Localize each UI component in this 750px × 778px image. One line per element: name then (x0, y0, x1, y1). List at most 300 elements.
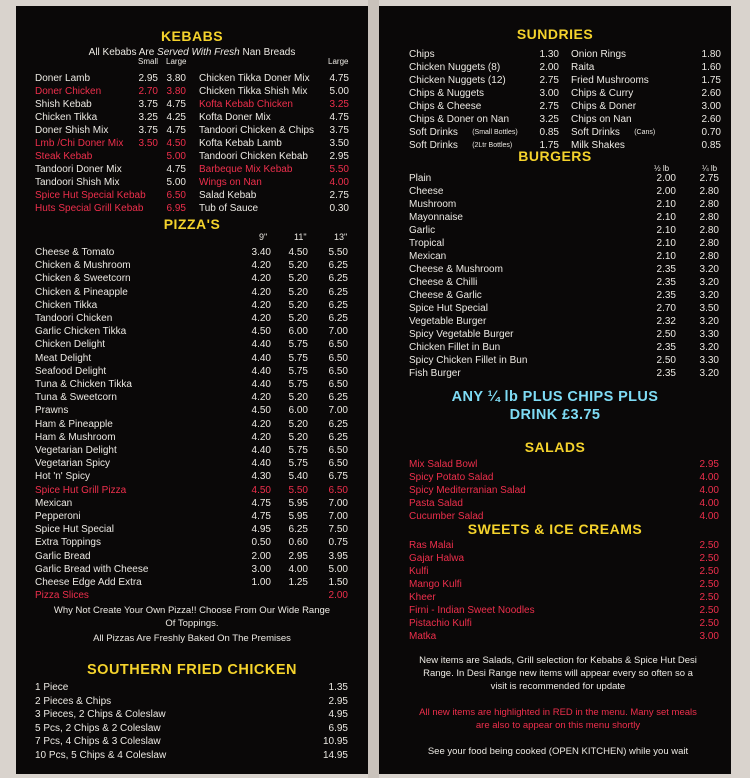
burgers-heading: BURGERS (518, 148, 592, 164)
chicken-item (35, 708, 348, 721)
item-name: Gajar Halwa (409, 553, 465, 564)
price-11: 6.00 (288, 405, 308, 417)
pizza-item (35, 510, 348, 523)
left-panel (16, 6, 368, 774)
price-11: 2.95 (288, 550, 308, 562)
price: 2.50 (699, 605, 719, 616)
pizza-note-2: Of Toppings. (165, 618, 219, 629)
item-name: 10 Pcs, 5 Chips & 4 Coleslaw (35, 749, 167, 761)
price: 4.00 (699, 498, 719, 509)
price-quarter: 2.80 (699, 238, 719, 249)
price-11: 5.95 (288, 511, 308, 522)
price: 3.75 (329, 125, 349, 136)
item-name: Spice Hut Special (409, 303, 488, 314)
sweet-item (409, 591, 719, 604)
kebab-item (35, 98, 186, 111)
price-half: 2.10 (656, 199, 676, 210)
right-panel (379, 6, 731, 774)
price-9: 4.50 (251, 405, 271, 417)
price-11: 4.00 (288, 563, 308, 575)
price-9: 4.20 (251, 392, 271, 404)
burger-item (409, 172, 719, 185)
kebab-item (199, 72, 349, 85)
item-name: Chips & Cheese (409, 101, 482, 112)
item-name: Chicken & Pineapple (35, 286, 128, 298)
price-13: 6.25 (328, 313, 348, 324)
price-large: 6.95 (166, 203, 186, 214)
item-name: Soft Drinks (571, 127, 620, 138)
pizza-item (35, 497, 348, 510)
price: 5.00 (329, 86, 349, 97)
price-9: 4.50 (251, 326, 271, 338)
kebab-item (199, 176, 349, 189)
item-name: Chips & Curry (571, 88, 634, 99)
price: 14.95 (322, 749, 348, 761)
price: 2.50 (699, 592, 719, 603)
price: 2.60 (701, 88, 721, 99)
kebabs-subheading: All Kebabs Are Served With Fresh Nan Breads (88, 47, 296, 58)
price: 3.00 (701, 101, 721, 112)
item-note: (2Ltr Bottles) (472, 142, 513, 149)
kebab-item (199, 85, 349, 98)
sweet-item (409, 565, 719, 578)
price-13: 6.25 (328, 392, 348, 404)
price-large: 4.50 (166, 138, 186, 149)
item-name: Tub of Sauce (199, 203, 259, 214)
price-9: 4.20 (251, 313, 271, 324)
price-13: 6.25 (328, 286, 348, 298)
price-13: 0.75 (328, 537, 348, 549)
item-name: Kofta Kebab Lamb (199, 138, 282, 149)
item-name: Steak Kebab (35, 151, 93, 162)
kebab-item (35, 176, 186, 189)
sundry-item (571, 100, 721, 113)
price-9: 4.50 (251, 484, 271, 496)
price-half: 2.10 (656, 238, 676, 249)
sundry-item (571, 74, 721, 87)
pizza-item (35, 312, 348, 325)
new-items-note-2: Range. In Desi Range new items will appear every so often so a (423, 668, 693, 679)
item-name: Chicken Tikka Shish Mix (199, 86, 308, 97)
price-11: 5.75 (288, 379, 308, 390)
item-name: Tandoori Chicken (35, 313, 113, 324)
item-name: Matka (409, 631, 437, 642)
item-name: Spicy Vegetable Burger (409, 329, 514, 340)
price: 4.95 (328, 709, 348, 720)
salad-item (409, 497, 719, 510)
price: 4.00 (699, 485, 719, 496)
burger-item (409, 237, 719, 250)
item-name: Ham & Pineapple (35, 418, 113, 430)
item-name: Mexican (409, 251, 447, 262)
pizza-note-1: Why Not Create Your Own Pizza!! Choose From Our Wide Range (53, 605, 331, 616)
pizza-item (35, 470, 348, 483)
pizza-item (35, 259, 348, 272)
pizza-item (35, 563, 348, 576)
item-name: Onion Rings (571, 49, 627, 60)
price-11: 5.20 (288, 260, 308, 272)
price-13: 7.00 (328, 405, 348, 417)
item-name: Tropical (409, 238, 445, 249)
item-name: Chicken Tikka Doner Mix (199, 73, 310, 84)
price-13: 6.25 (328, 260, 348, 272)
price: 0.85 (701, 140, 721, 151)
sundry-item (571, 61, 721, 74)
pizza-item (35, 286, 348, 299)
burger-item (409, 276, 719, 289)
price-small: 2.95 (138, 73, 158, 84)
price-large: 4.75 (166, 164, 186, 175)
price: 1.60 (701, 62, 721, 73)
price-13: 6.75 (328, 471, 348, 483)
item-name: 1 Piece (35, 682, 69, 693)
sundry-item (409, 100, 559, 113)
burger-item (409, 185, 719, 198)
price-small: 3.75 (138, 99, 158, 110)
price: 1.80 (701, 49, 721, 60)
item-name: Prawns (35, 405, 69, 417)
price-9: 4.20 (251, 299, 271, 311)
sundry-item (409, 87, 559, 100)
price-11: 5.75 (288, 339, 308, 351)
price-half: 2.00 (656, 186, 676, 197)
price-half: 2.35 (656, 368, 676, 379)
price-quarter: 2.75 (699, 173, 719, 184)
price-11: 5.20 (288, 431, 308, 443)
item-name: Cheese & Tomato (35, 247, 115, 258)
price-quarter: 2.80 (699, 225, 719, 236)
item-note: (Small Bottles) (472, 129, 518, 136)
item-name: Extra Toppings (35, 537, 101, 549)
pizza-item (35, 404, 348, 417)
pizza-item (35, 484, 348, 497)
price: 4.00 (329, 177, 349, 188)
price-large: 4.25 (166, 112, 186, 123)
burger-item (409, 328, 719, 341)
price-quarter: 3.20 (699, 277, 719, 288)
salad-item (409, 471, 719, 484)
price-quarter: 3.20 (699, 316, 719, 327)
price-large: 5.00 (166, 177, 186, 188)
price: 5.50 (329, 164, 349, 175)
price: 0.70 (701, 127, 721, 138)
item-name: Cheese Edge Add Extra (35, 577, 142, 588)
price-half: 2.10 (656, 212, 676, 223)
chicken-item (35, 735, 348, 748)
item-name: Garlic Chicken Tikka (35, 326, 127, 338)
sundries-heading: SUNDRIES (516, 26, 594, 42)
price-half: 2.10 (656, 251, 676, 262)
item-name: Soft Drinks (409, 140, 458, 151)
item-name: Pepperoni (35, 511, 81, 522)
price-large: 6.50 (166, 190, 186, 201)
item-name: Spice Hut Special Kebab (35, 190, 146, 201)
price-9: 4.40 (251, 365, 271, 377)
item-name: Chips & Nuggets (409, 88, 485, 99)
price-quarter: 3.20 (699, 368, 719, 379)
item-name: Ras Malai (409, 540, 454, 551)
item-name: Chicken Nuggets (8) (409, 62, 501, 73)
pizza-item (35, 272, 348, 285)
price-9: 4.40 (251, 339, 271, 351)
kebab-item (199, 137, 349, 150)
price-quarter: 2.80 (699, 199, 719, 210)
price-11: 5.75 (288, 458, 308, 470)
kebab-item (199, 98, 349, 111)
price-half: 2.35 (656, 264, 676, 275)
item-name: Kofta Doner Mix (199, 112, 271, 123)
new-items-note-3: visit is recommended for update (490, 681, 626, 692)
item-name: Cheese (409, 186, 444, 197)
pizza-item (35, 391, 348, 404)
price-9: 4.20 (251, 431, 271, 443)
price-large: 5.00 (166, 151, 186, 162)
burger-item (409, 341, 719, 354)
item-name: Cucumber Salad (409, 511, 484, 522)
price: 4.00 (699, 472, 719, 483)
kebab-item (35, 72, 186, 85)
kebabs-col-large: Large (166, 57, 187, 66)
price: 4.75 (329, 73, 349, 84)
item-name: Doner Chicken (35, 86, 102, 97)
item-name: Cheese & Mushroom (409, 264, 503, 275)
price-13: 6.50 (328, 352, 348, 364)
sundry-item (409, 74, 559, 87)
price-11: 5.75 (288, 365, 308, 377)
burger-item (409, 315, 719, 328)
burger-item (409, 367, 719, 380)
chicken-item (35, 681, 348, 694)
pizza-item (35, 523, 348, 536)
price-13: 6.50 (328, 365, 348, 377)
price-13: 3.95 (328, 550, 348, 562)
price: 1.75 (539, 140, 559, 151)
kebabs-heading: KEBABS (160, 28, 224, 44)
price: 2.00 (539, 62, 559, 73)
item-name: Meat Delight (35, 352, 92, 364)
item-name: Hot 'n' Spicy (35, 471, 90, 483)
item-name: 3 Pieces, 2 Chips & Coleslaw (35, 709, 166, 720)
pizza-item (35, 431, 348, 444)
red-items-note-2: are also to appear on this menu shortly (475, 720, 641, 731)
red-items-note-1: All new items are highlighted in RED in the menu. Many set meals (419, 707, 697, 718)
price-13: 6.50 (328, 445, 348, 456)
price-quarter: 2.80 (699, 212, 719, 223)
price-small: 3.75 (138, 125, 158, 136)
price: 2.95 (328, 695, 348, 707)
item-name: Cheese & Garlic (409, 290, 482, 301)
item-name: Shish Kebab (35, 99, 92, 110)
price: 0.30 (329, 203, 349, 214)
item-name: Pizza Slices (35, 590, 89, 602)
pizza-item (35, 352, 348, 365)
kebab-item (199, 150, 349, 163)
price-9: 1.00 (251, 577, 271, 588)
item-name: Tandoori Shish Mix (35, 177, 120, 188)
burger-item (409, 211, 719, 224)
item-name: Mango Kulfi (409, 579, 462, 590)
price: 2.75 (329, 190, 349, 201)
burger-col-half: ½ lb (654, 164, 670, 173)
kebab-item (35, 189, 186, 202)
chicken-item (35, 695, 348, 708)
pizza-item (35, 325, 348, 338)
item-name: Chips & Doner (571, 101, 637, 112)
price-13: 6.50 (328, 484, 348, 496)
kebab-item (35, 202, 186, 215)
open-kitchen-note: See your food being cooked (OPEN KITCHEN) while you wait (427, 746, 689, 757)
item-name: Milk Shakes (571, 140, 625, 151)
item-name: Ham & Mushroom (35, 431, 116, 443)
price: 10.95 (322, 736, 348, 747)
chicken-heading: SOUTHERN FRIED CHICKEN (87, 662, 297, 678)
pizza-item (35, 550, 348, 563)
item-name: Garlic (409, 225, 436, 236)
item-name: Chips (409, 49, 435, 60)
pizzas-heading: PIZZA'S (163, 216, 221, 232)
price: 3.25 (539, 114, 559, 125)
kebab-item (35, 124, 186, 137)
sweets-heading: SWEETS & ICE CREAMS (467, 521, 643, 537)
item-name: Cheese & Chilli (409, 277, 478, 288)
sweet-item (409, 552, 719, 565)
pizza-note-3: All Pizzas Are Freshly Baked On The Premises (93, 633, 291, 644)
kebab-item (199, 111, 349, 124)
sundry-item (571, 48, 721, 61)
price: 2.95 (699, 459, 719, 470)
price-11: 5.40 (288, 471, 308, 483)
burger-item (409, 289, 719, 302)
item-name: 7 Pcs, 4 Chips & 3 Coleslaw (35, 736, 161, 747)
pizza-item (35, 589, 348, 602)
burger-item (409, 302, 719, 315)
pizza-size-11: 11" (294, 232, 307, 242)
item-name: Kofta Kebab Chicken (199, 99, 293, 110)
price-9: 2.00 (251, 550, 271, 562)
sweet-item (409, 630, 719, 643)
item-name: Spicy Mediterranian Salad (409, 485, 526, 496)
sundry-item (571, 126, 721, 139)
price-13: 6.25 (328, 418, 348, 430)
price-11: 5.20 (288, 392, 308, 404)
price-quarter: 3.20 (699, 264, 719, 275)
price-13: 6.25 (328, 431, 348, 443)
item-name: Salad Kebab (199, 190, 257, 201)
price-9: 4.30 (251, 471, 271, 483)
chicken-item (35, 722, 348, 735)
burger-col-quarter: ¼ lb (702, 164, 718, 173)
price-9: 4.40 (251, 379, 271, 390)
price-11: 5.20 (288, 313, 308, 324)
price-large: 3.80 (166, 73, 186, 84)
item-name: Tandoori Doner Mix (35, 164, 122, 175)
item-name: Mix Salad Bowl (409, 459, 478, 470)
item-name: Pistachio Kulfi (409, 618, 472, 629)
price-quarter: 2.80 (699, 251, 719, 262)
price-half: 2.00 (656, 173, 676, 184)
item-name: Spice Hut Grill Pizza (35, 484, 127, 496)
item-name: Plain (409, 173, 432, 184)
item-name: Kulfi (409, 566, 429, 577)
burger-item (409, 354, 719, 367)
price-large: 3.80 (166, 86, 186, 97)
item-name: Kheer (409, 592, 436, 603)
price-13: 5.50 (328, 247, 348, 258)
burger-item (409, 198, 719, 211)
price-large: 4.75 (166, 99, 186, 110)
item-name: Chicken & Mushroom (35, 260, 131, 272)
price-11: 4.50 (288, 247, 308, 258)
price-13: 6.50 (328, 458, 348, 470)
price: 2.95 (329, 151, 349, 162)
price-large: 4.75 (166, 125, 186, 136)
fold-crease (368, 0, 379, 778)
price-9: 0.50 (251, 537, 271, 549)
price-13: 1.50 (328, 577, 348, 588)
price: 2.75 (539, 75, 559, 86)
price-small: 3.25 (138, 112, 158, 123)
price: 1.35 (328, 682, 348, 693)
price-13: 5.00 (328, 563, 348, 575)
item-name: Chicken Tikka (35, 299, 98, 311)
kebab-item (199, 124, 349, 137)
item-name: Chicken & Sweetcorn (35, 273, 131, 285)
item-name: Raita (571, 62, 595, 73)
price-11: 5.20 (288, 299, 308, 311)
price-11: 5.95 (288, 497, 308, 509)
price-13: 7.00 (328, 497, 348, 509)
price-9: 4.40 (251, 445, 271, 456)
salads-heading: SALADS (524, 439, 586, 455)
price-9: 4.75 (251, 497, 271, 509)
price-quarter: 2.80 (699, 186, 719, 197)
price-11: 6.25 (288, 524, 308, 536)
price: 3.25 (329, 99, 349, 110)
price-quarter: 3.50 (699, 303, 719, 314)
sweet-item (409, 604, 719, 617)
price-13: 6.25 (328, 299, 348, 311)
price: 2.50 (699, 566, 719, 577)
price: 3.00 (539, 88, 559, 99)
item-name: Garlic Bread with Cheese (35, 563, 149, 575)
item-name: Seafood Delight (35, 365, 107, 377)
burger-offer-line-1: ANY ¼ lb PLUS CHIPS PLUS (451, 389, 659, 405)
price-9: 3.40 (251, 247, 271, 258)
item-name: Chicken Tikka (35, 112, 98, 123)
price-13: 7.50 (328, 524, 348, 536)
item-name: Firni - Indian Sweet Noodles (409, 605, 535, 616)
burger-item (409, 263, 719, 276)
price-quarter: 3.20 (699, 342, 719, 353)
price-9: 4.20 (251, 273, 271, 285)
item-name: Wings on Nan (199, 177, 262, 188)
price-11: 5.20 (288, 273, 308, 285)
item-name: Vegetable Burger (409, 316, 487, 327)
price: 6.95 (328, 722, 348, 734)
price: 2.75 (539, 101, 559, 112)
kebabs-col-large-right: Large (328, 57, 349, 66)
price: 1.75 (701, 75, 721, 86)
item-name: Pasta Salad (409, 498, 463, 509)
item-name: Garlic Bread (35, 550, 91, 562)
burger-offer-line-2: DRINK £3.75 (509, 407, 601, 423)
price-9: 4.40 (251, 352, 271, 364)
sweet-item (409, 539, 719, 552)
pizza-item (35, 576, 348, 589)
kebab-item (35, 85, 186, 98)
price: 4.75 (329, 112, 349, 123)
price-quarter: 3.20 (699, 290, 719, 301)
